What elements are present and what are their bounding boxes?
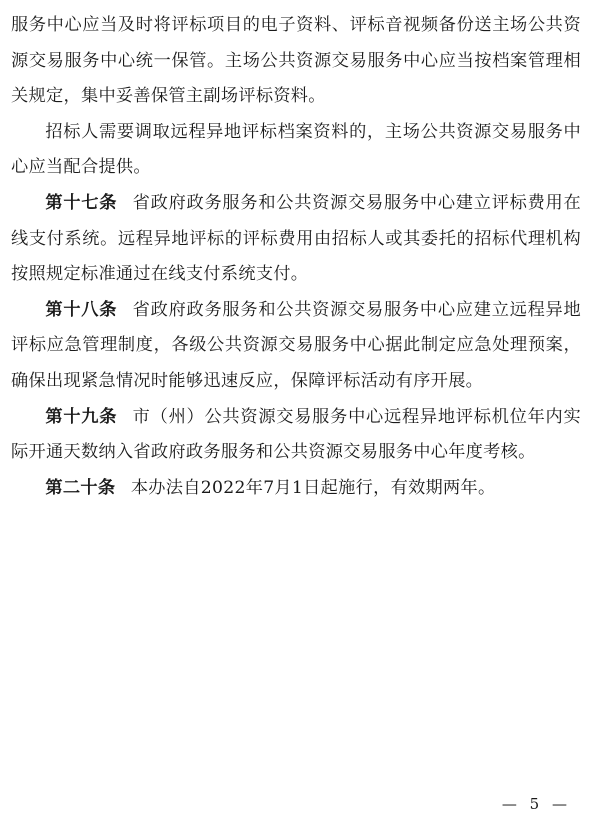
paragraph-text: 市（州）公共资源交易服务中心远程异地评标机位年内实际开通天数纳入省政府政务服务和公共资源交易服务中心年度考核。	[11, 406, 581, 463]
paragraph-text: 本办法自2022年7月1日起施行，有效期两年。	[130, 477, 496, 498]
article-18	[11, 293, 581, 400]
article-number: 第二十条	[45, 477, 116, 498]
paragraph-text: 省政府政务服务和公共资源交易服务中心应建立远程异地评标应急管理制度，各级公共资源交易服务中心据此制定应急处理预案，确保出现紧急情况时能够迅速反应，保障评标活动有序开展。	[11, 299, 581, 391]
paragraph-archive-retrieval	[11, 115, 581, 186]
paragraph-text: 省政府政务服务和公共资源交易服务中心建立评标费用在线支付系统。远程异地评标的评标费用由招标人或其委托的招标代理机构按照规定标准通过在线支付系统支付。	[11, 192, 581, 285]
article-number: 第十八条	[45, 299, 118, 320]
article-number: 第十九条	[45, 406, 118, 427]
page-number: — 5 —	[501, 795, 571, 813]
article-20	[11, 471, 581, 507]
paragraph-archive-backup	[11, 8, 581, 115]
article-17	[11, 186, 581, 293]
document-body	[11, 8, 581, 506]
paragraph-text: 服务中心应当及时将评标项目的电子资料、评标音视频备份送主场公共资源交易服务中心统一保管。主场公共资源交易服务中心应当按档案管理相关规定，集中妥善保管主副场评标资料。	[11, 15, 581, 107]
article-number: 第十七条	[45, 192, 118, 213]
paragraph-text: 招标人需要调取远程异地评标档案资料的，主场公共资源交易服务中心应当配合提供。	[11, 121, 581, 178]
article-19	[11, 400, 581, 471]
